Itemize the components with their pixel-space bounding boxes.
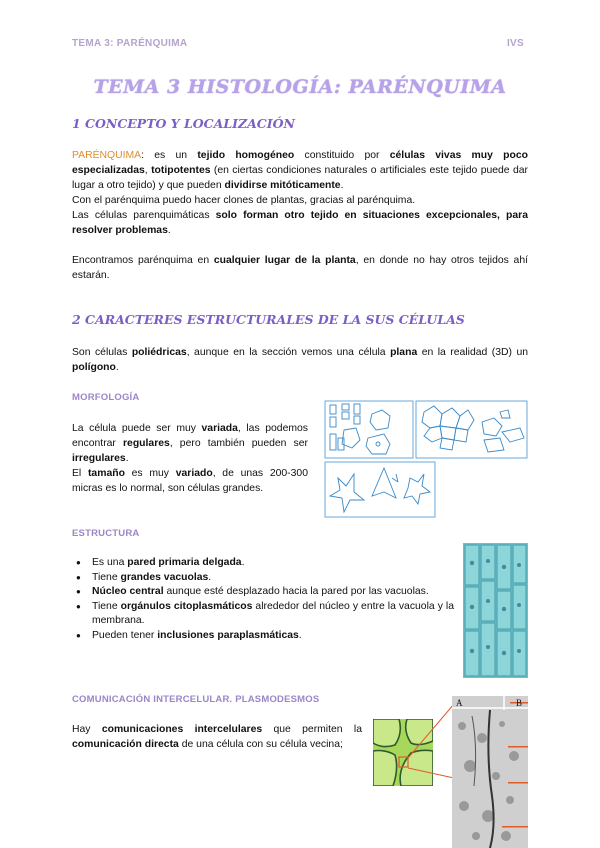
bold-text: tejido homogéneo (197, 150, 295, 161)
bold-text: pared primaria delgada (127, 557, 242, 568)
text: Pueden tener (92, 629, 158, 641)
running-header-right: IVS (506, 38, 524, 49)
bold-text: polígono (72, 362, 116, 373)
bold-text: Núcleo central (92, 586, 164, 597)
paragraph-excepcionales (72, 208, 528, 238)
paragraph-poliedricas (72, 345, 528, 375)
bold-text: variado (175, 468, 213, 479)
section-heading-concepto: 1 CONCEPTO Y LOCALIZACIÓN (72, 116, 295, 131)
bold-text: tamaño (87, 468, 125, 479)
bold-text: comunicación directa (72, 739, 179, 750)
text: Encontramos parénquima en (72, 255, 214, 266)
text: de una célula con su célula vecina; (178, 739, 343, 750)
text: El (72, 468, 88, 479)
bold-text: comunicaciones intercelulares (101, 724, 263, 735)
list-item (72, 629, 454, 644)
text: Son células (72, 347, 132, 358)
bold-text: orgánulos citoplasmáticos (120, 600, 253, 612)
text: . (167, 225, 171, 236)
text: , de unas 200-300 micras es lo normal, son células grandes. (72, 468, 308, 494)
bold-text: células vivas muy poco especializadas (72, 150, 528, 176)
morphology-panel-3 (325, 462, 435, 517)
text: : es un (141, 150, 198, 161)
list-item (72, 600, 454, 629)
paragraph-localizacion (72, 253, 528, 283)
text: (en ciertas condiciones naturales o artificiales este tejido puede dar lugar a otro tejido) y que pueden (72, 165, 528, 191)
text: . (208, 571, 212, 583)
bold-text: cualquier lugar de la planta (213, 255, 356, 266)
text: es muy (124, 468, 176, 479)
panel-label-b: B (516, 698, 523, 708)
bold-text: regulares (123, 438, 170, 449)
parenchyma-micrograph (463, 543, 528, 678)
text: aunque esté desplazado hacia la pared por las vacuolas. (163, 586, 429, 597)
list-item (72, 571, 454, 586)
bold-text: solo forman otro tejido en situaciones excepcionales, para resolver problemas (72, 210, 528, 236)
text: La célula puede ser muy (72, 423, 202, 434)
text: , aunque en la sección vemos una célula (186, 347, 391, 358)
subheading-morfologia: MORFOLOGÍA (72, 392, 140, 403)
plasmodesmata-electron-micrograph (452, 696, 528, 848)
paragraph-definition (72, 148, 528, 193)
paragraph-morfologia (72, 421, 308, 496)
text: alrededor del núcleo y entre la vacuola y la membrana. (92, 600, 454, 626)
text: en la realidad (3D) un (417, 347, 529, 358)
paragraph-clones: Con el parénquima puedo hacer clones de plantas, gracias al parénquima. (72, 195, 416, 206)
bold-text: plana (390, 347, 418, 358)
text: que permiten la (262, 724, 362, 735)
subheading-estructura: ESTRUCTURA (72, 528, 140, 539)
text: , en donde no hay otros tejidos ahí estarán. (72, 255, 529, 281)
text: Tiene (92, 600, 121, 612)
text: constituido por (294, 150, 390, 161)
section-heading-caracteres: 2 CARACTERES ESTRUCTURALES DE LA SUS CÉLULAS (72, 312, 465, 327)
text: , las podemos encontrar (72, 423, 308, 449)
bold-text: poliédricas (131, 347, 187, 358)
bold-text: totipotentes (151, 165, 211, 176)
page-title: TEMA 3 HISTOLOGÍA: PARÉNQUIMA (93, 76, 507, 98)
estructura-list (72, 556, 454, 643)
list-item (72, 556, 454, 571)
text: . (241, 557, 245, 568)
bold-text: inclusiones paraplasmáticas (157, 629, 299, 641)
bold-text: variada (201, 423, 238, 434)
paragraph-comunicacion (72, 722, 362, 752)
text: . (125, 453, 129, 464)
bold-text: dividirse mitóticamente (224, 180, 341, 191)
subheading-comunicacion: COMUNICACIÓN INTERCELULAR. PLASMODESMOS (72, 694, 320, 705)
bold-text: irregulares (72, 453, 126, 464)
text: , (144, 165, 152, 176)
text: Tiene (92, 571, 121, 583)
text: . (340, 180, 344, 191)
text: . (115, 362, 119, 373)
bold-text: grandes vacuolas (120, 571, 209, 583)
morphology-panel-2 (416, 401, 527, 458)
term-parenquima: PARÉNQUIMA (72, 150, 142, 161)
text: , pero también pueden ser (169, 438, 308, 449)
list-item (72, 585, 454, 600)
text: Las células parenquimáticas (72, 210, 216, 221)
connector-lines (408, 700, 458, 780)
text: Hay (72, 724, 102, 735)
text: Es una (92, 557, 128, 568)
panel-label-a: A (456, 698, 463, 708)
text: . (298, 629, 302, 641)
cell-morphology-drawings (324, 400, 528, 518)
running-header-left: TEMA 3: PARÉNQUIMA (72, 38, 188, 49)
